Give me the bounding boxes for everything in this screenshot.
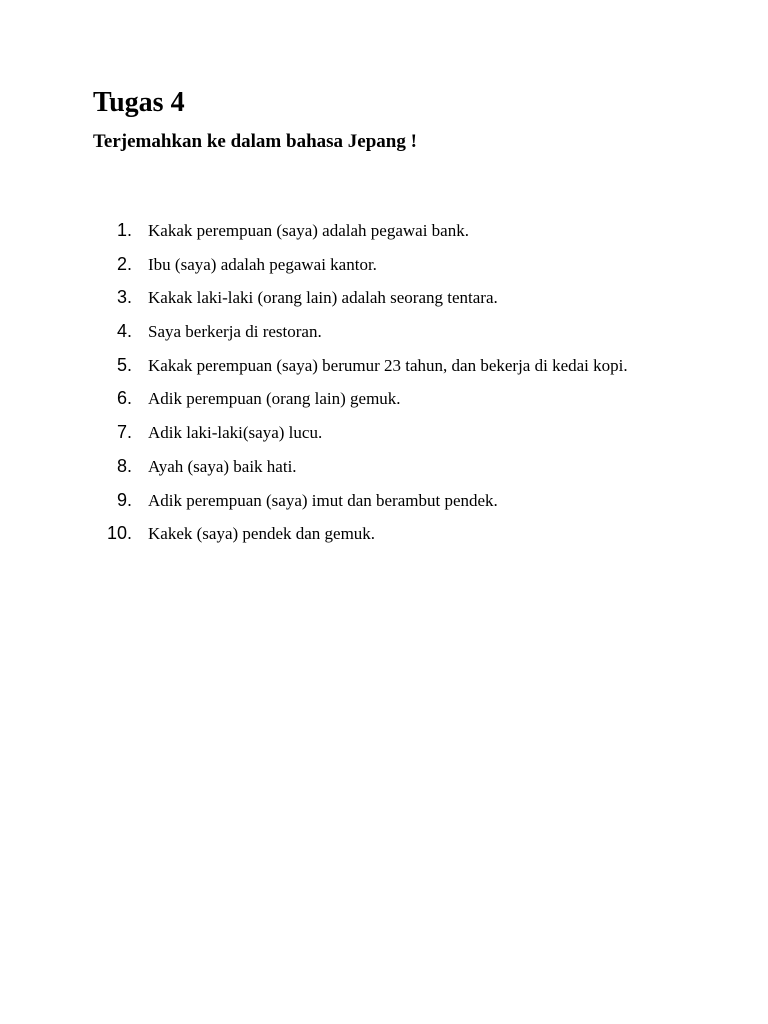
list-item-number: 4. (116, 321, 132, 342)
list-item-number: 3. (116, 287, 132, 308)
list-item-number: 7. (116, 422, 132, 443)
list-item-text: Kakak perempuan (saya) berumur 23 tahun, dan bekerja di kedai kopi. (148, 355, 628, 375)
list-item (0, 284, 768, 318)
list-item-text: Kakak perempuan (saya) adalah pegawai bank. (148, 221, 469, 240)
list-item-number: 6. (116, 388, 132, 409)
list-item-text: Adik laki-laki(saya) lucu. (148, 423, 323, 443)
list-item-text: Kakak laki-laki (orang lain) adalah seorang tentara. (148, 288, 498, 308)
document-instruction: Terjemahkan ke dalam bahasa Jepang ! (93, 131, 417, 152)
list-item-number: 9. (116, 489, 132, 510)
list-item-text: Saya berkerja di restoran. (148, 322, 322, 342)
list-item (0, 318, 768, 352)
list-item-text: Kakek (saya) pendek dan gemuk. (148, 524, 376, 544)
list-item-number: 10. (106, 523, 132, 544)
list-item-text: Adik perempuan (orang lain) gemuk. (148, 389, 401, 409)
list-item-text: Adik perempuan (saya) imut dan berambut pendek. (148, 490, 498, 510)
list-item-number: 1. (116, 220, 132, 240)
list-item (0, 520, 768, 554)
list-item-number: 2. (116, 253, 132, 274)
list-item (0, 419, 768, 453)
list-item (0, 352, 768, 386)
list-item-text: Ayah (saya) baik hati. (148, 456, 297, 476)
list-item (0, 453, 768, 487)
list-item (0, 217, 768, 251)
list-item (0, 251, 768, 285)
list-item (0, 385, 768, 419)
list-item (0, 487, 768, 521)
list-item-text: Ibu (saya) adalah pegawai kantor. (148, 254, 377, 274)
list-item-number: 8. (116, 455, 132, 476)
document-title: Tugas 4 (93, 87, 185, 118)
task-list (0, 217, 768, 554)
list-item-number: 5. (116, 354, 132, 375)
